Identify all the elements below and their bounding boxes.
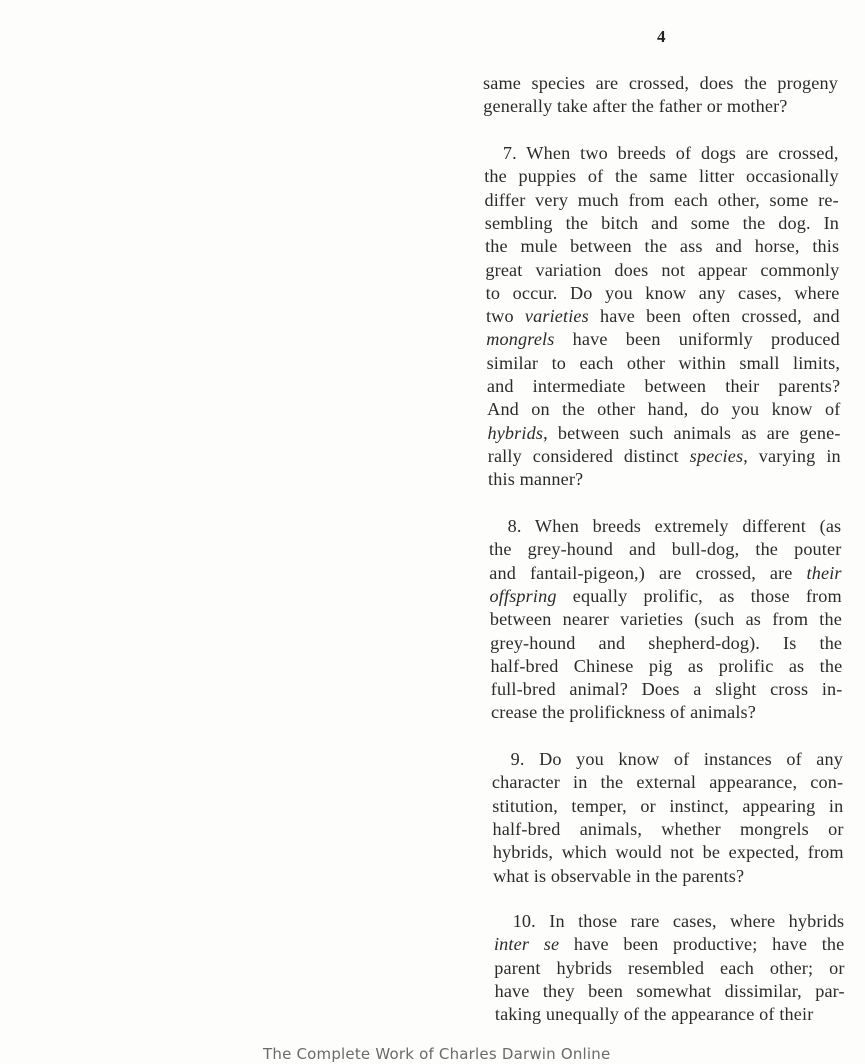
text-segment: have been often crossed, and bbox=[588, 306, 840, 327]
text-line bbox=[486, 305, 840, 327]
text-segment: crease the prolifickness of animals? bbox=[491, 702, 757, 723]
text-line bbox=[495, 980, 845, 1002]
text-segment: stitution, temper, or instinct, appearing in bbox=[492, 795, 844, 816]
text-segment: half-bred animals, whether mongrels or bbox=[492, 818, 844, 839]
text-line bbox=[490, 655, 842, 677]
text-line bbox=[490, 585, 842, 607]
text-segment: grey-hound and shepherd-dog). Is the bbox=[490, 632, 843, 653]
text-line bbox=[511, 748, 843, 770]
italic-text: offspring bbox=[489, 585, 557, 606]
text-segment: the mule between the ass and horse, this bbox=[485, 236, 840, 257]
text-line bbox=[492, 795, 843, 817]
text-segment: rally considered distinct bbox=[487, 445, 690, 466]
text-segment: have been uniformly produced bbox=[554, 329, 840, 350]
italic-text: inter se bbox=[493, 934, 560, 955]
text-segment: full-bred animal? Does a slight cross in- bbox=[490, 679, 843, 700]
text-segment: this manner? bbox=[488, 469, 584, 490]
text-segment: same species are crossed, does the progeny bbox=[483, 73, 838, 93]
text-line bbox=[484, 165, 839, 187]
text-segment: similar to each other within small limits, bbox=[486, 352, 841, 373]
text-segment: the grey-hound and bull-dog, the pouter bbox=[488, 539, 842, 560]
text-line bbox=[495, 1003, 845, 1025]
italic-text: hybrids bbox=[487, 422, 544, 443]
italic-text: species bbox=[689, 445, 744, 466]
text-line bbox=[485, 212, 839, 234]
italic-text: varieties bbox=[524, 306, 589, 327]
text-line bbox=[493, 841, 844, 863]
text-line bbox=[485, 235, 839, 257]
text-line bbox=[494, 957, 844, 979]
text-line bbox=[491, 701, 843, 723]
italic-text: their bbox=[806, 562, 842, 583]
text-segment: 8. When breeds extremely different (as bbox=[507, 516, 842, 536]
text-line bbox=[486, 328, 840, 350]
italic-text: mongrels bbox=[486, 329, 555, 350]
text-segment: 9. Do you know of instances of any bbox=[510, 749, 844, 769]
text-line bbox=[487, 398, 840, 420]
text-segment: the puppies of the same litter occasionally bbox=[484, 166, 839, 187]
text-segment: two bbox=[485, 306, 525, 327]
text-segment: sembling the bitch and some the dog. In bbox=[484, 212, 840, 233]
text-line bbox=[486, 282, 840, 304]
text-line bbox=[484, 189, 838, 211]
text-segment: generally take after the father or mother? bbox=[483, 96, 788, 117]
text-line bbox=[483, 95, 838, 117]
text-segment: hybrids, which would not be expected, from bbox=[492, 842, 844, 863]
text-line bbox=[487, 352, 841, 374]
text-line bbox=[483, 72, 838, 94]
text-segment: character in the external appearance, con- bbox=[491, 772, 844, 793]
text-line bbox=[513, 910, 845, 932]
text-line bbox=[492, 771, 843, 793]
text-segment: have they been somewhat dissimilar, par- bbox=[494, 980, 845, 1001]
text-line bbox=[490, 608, 842, 630]
text-segment: half-bred Chinese pig as prolific as the bbox=[490, 655, 843, 676]
text-segment: what is observable in the parents? bbox=[493, 865, 745, 886]
text-segment: And on the other hand, do you know of bbox=[487, 399, 841, 420]
text-segment: between nearer varieties (such as from the bbox=[489, 609, 842, 630]
text-line bbox=[487, 375, 840, 397]
text-segment: , varying in bbox=[743, 445, 841, 466]
text-segment: equally prolific, as those from bbox=[556, 585, 842, 606]
text-line bbox=[487, 422, 840, 444]
text-line bbox=[489, 562, 841, 584]
text-line bbox=[490, 632, 842, 654]
text-segment: differ very much from each other, some re- bbox=[484, 189, 839, 210]
text-line bbox=[508, 515, 842, 537]
text-line bbox=[494, 933, 844, 955]
text-segment: great variation does not appear commonly bbox=[485, 259, 840, 280]
text-segment: and fantail-pigeon,) are crossed, are bbox=[489, 562, 807, 583]
text-segment: to occur. Do you know any cases, where bbox=[485, 282, 840, 303]
text-line bbox=[489, 538, 842, 560]
text-segment: and intermediate between their parents? bbox=[486, 376, 841, 396]
text-segment: , between such animals as are gene- bbox=[543, 422, 841, 443]
text-segment: 10. In those rare cases, where hybrids bbox=[512, 911, 845, 931]
text-line bbox=[491, 678, 843, 700]
text-segment: have been productive; have the bbox=[559, 934, 845, 955]
text-line bbox=[503, 142, 839, 164]
page-number: 4 bbox=[657, 27, 666, 46]
text-line bbox=[488, 445, 841, 467]
text-segment: parent hybrids resembled each other; or bbox=[494, 957, 845, 978]
text-line bbox=[493, 818, 844, 840]
text-line bbox=[485, 259, 839, 281]
text-line bbox=[488, 468, 841, 490]
text-line bbox=[493, 865, 844, 887]
footer-watermark: The Complete Work of Charles Darwin Online bbox=[263, 1045, 611, 1063]
text-segment: 7. When two breeds of dogs are crossed, bbox=[502, 143, 839, 163]
text-segment: taking unequally of the appearance of their bbox=[494, 1004, 814, 1025]
